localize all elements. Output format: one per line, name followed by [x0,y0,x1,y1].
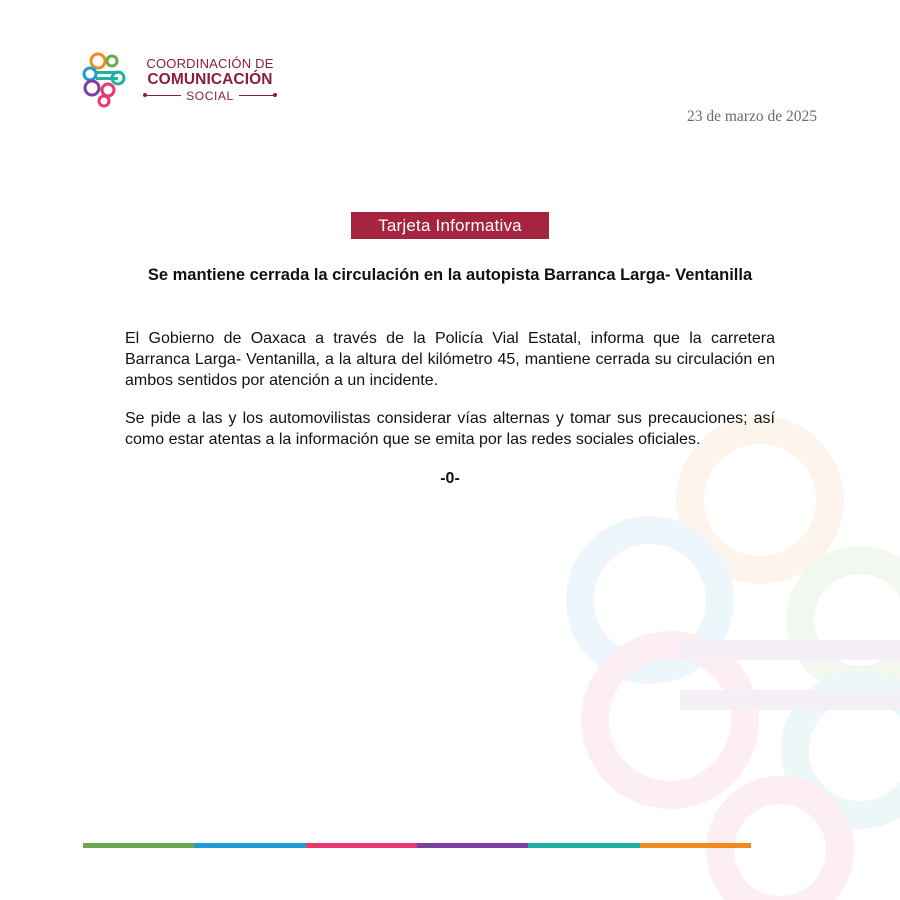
logo-line-social [130,90,290,102]
stripe-segment-orange [640,843,751,848]
document-type-badge: Tarjeta Informativa [351,212,549,239]
body-paragraph-1: El Gobierno de Oaxaca a través de la Policía Vial Estatal, informa que la carretera Barranca Larga- Ventanilla, a la altura del kilómetro 45, mantiene cerrada su circulación en ambos sentidos por atención a un incidente. [125,330,775,389]
document-date: 23 de marzo de 2025 [687,108,817,125]
logo-line-coordinacion: COORDINACIÓN DE [146,56,274,71]
stripe-segment-pink [306,843,417,848]
logo-rule-left [145,95,181,96]
stripe-segment-blue [194,843,305,848]
body-paragraph-2: Se pide a las y los automovilistas considerar vías alternas y tomar sus precauciones; así como estar atentas a la información que se emita por las redes sociales oficiales. [125,410,775,448]
stripe-segment-green [83,843,194,848]
headline: Se mantiene cerrada la circulación en la autopista Barranca Larga- Ventanilla [147,266,753,284]
stripe-segment-teal [528,843,639,848]
stripe-segment-purple [417,843,528,848]
header-logo [82,52,282,112]
logo-wordmark [130,56,290,102]
footer-color-stripe [83,843,751,848]
oaxaca-knot-logo-icon [82,52,126,108]
logo-social-text: SOCIAL [186,88,234,103]
logo-rule-right [239,95,275,96]
logo-line-comunicacion: COMUNICACIÓN [147,71,273,88]
closing-mark: -0- [440,470,460,487]
